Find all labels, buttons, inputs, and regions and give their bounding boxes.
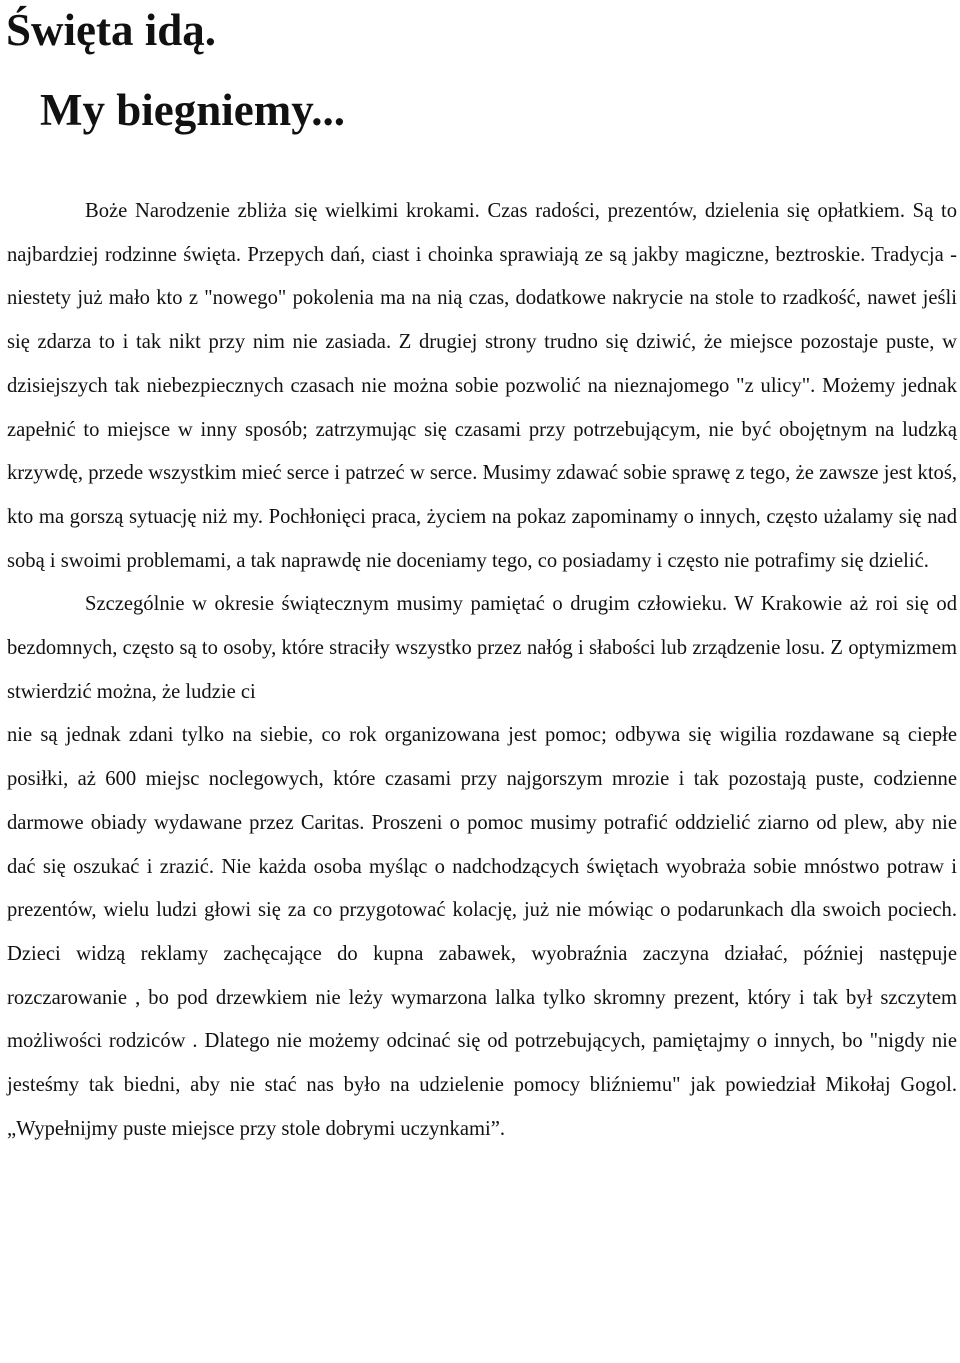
paragraph-2-start: Szczególnie w okresie świątecznym musimy pamiętać o drugim człowieku. W Krakowie aż roi się od bezdomnych, często są to osoby, które straciły wszystko przez nałóg i słabości lub zrządzenie losu. Z optymizmem stwierdzić można, że ludzie ci bbox=[7, 593, 957, 703]
title-line-1: Święta idą. bbox=[6, 5, 217, 55]
paragraph-2 bbox=[7, 583, 957, 1151]
paragraph-2-rest: nie są jednak zdani tylko na siebie, co rok organizowana jest pomoc; odbywa się wigilia rozdawane są ciepłe posiłki, aż 600 miejsc noclegowych, które czasami przy najgorszym mrozie i tak pozostają puste, codzienne darmowe obiady wydawane przez Caritas. Proszeni o pomoc musimy potrafić oddzielić ziarno od plew, aby nie dać się oszukać i zrazić. Nie każda osoba myśląc o nadchodzących świętach wyobraża sobie mnóstwo potraw i prezentów, wielu ludzi głowi się za co przygotować kolację, już nie mówiąc o podarunkach dla swoich pociech. Dzieci widzą reklamy zachęcające do kupna zabawek, wyobraźnia zaczyna działać, później następuje rozczarowanie , bo pod drzewkiem nie leży wymarzona lalka tylko skromny prezent, który i tak był szczytem możliwości rodziców . Dlatego nie możemy odcinać się od potrzebujących, pamiętajmy o innych, bo "nigdy nie jesteśmy tak biedni, aby nie stać nas było na udzielenie pomocy bliźniemu" jak powiedział Mikołaj Gogol. „Wypełnijmy puste miejsce przy stole dobrymi uczynkami”. bbox=[7, 724, 957, 1140]
article-body bbox=[7, 190, 957, 1151]
title-line-2: My biegniemy... bbox=[40, 85, 345, 135]
paragraph-1: Boże Narodzenie zbliża się wielkimi krokami. Czas radości, prezentów, dzielenia się opłatkiem. Są to najbardziej rodzinne święta. Przepych dań, ciast i choinka sprawiają ze są jakby magiczne, beztroskie. Tradycja - niestety już mało kto z "nowego" pokolenia ma na nią czas, dodatkowe nakrycie na stole to rzadkość, nawet jeśli się zdarza to i tak nikt przy nim nie zasiada. Z drugiej strony trudno się dziwić, że miejsce pozostaje puste, w dzisiejszych tak niebezpiecznych czasach nie można sobie pozwolić na nieznajomego "z ulicy". Możemy jednak zapełnić to miejsce w inny sposób; zatrzymując się czasami przy potrzebującym, nie być obojętnym na ludzką krzywdę, przede wszystkim mieć serce i patrzeć w serce. Musimy zdawać sobie sprawę z tego, że zawsze jest ktoś, kto ma gorszą sytuację niż my. Pochłonięci praca, życiem na pokaz zapominamy o innych, często użalamy się nad sobą i swoimi problemami, a tak naprawdę nie doceniamy tego, co posiadamy i często nie potrafimy się dzielić. bbox=[7, 200, 957, 572]
